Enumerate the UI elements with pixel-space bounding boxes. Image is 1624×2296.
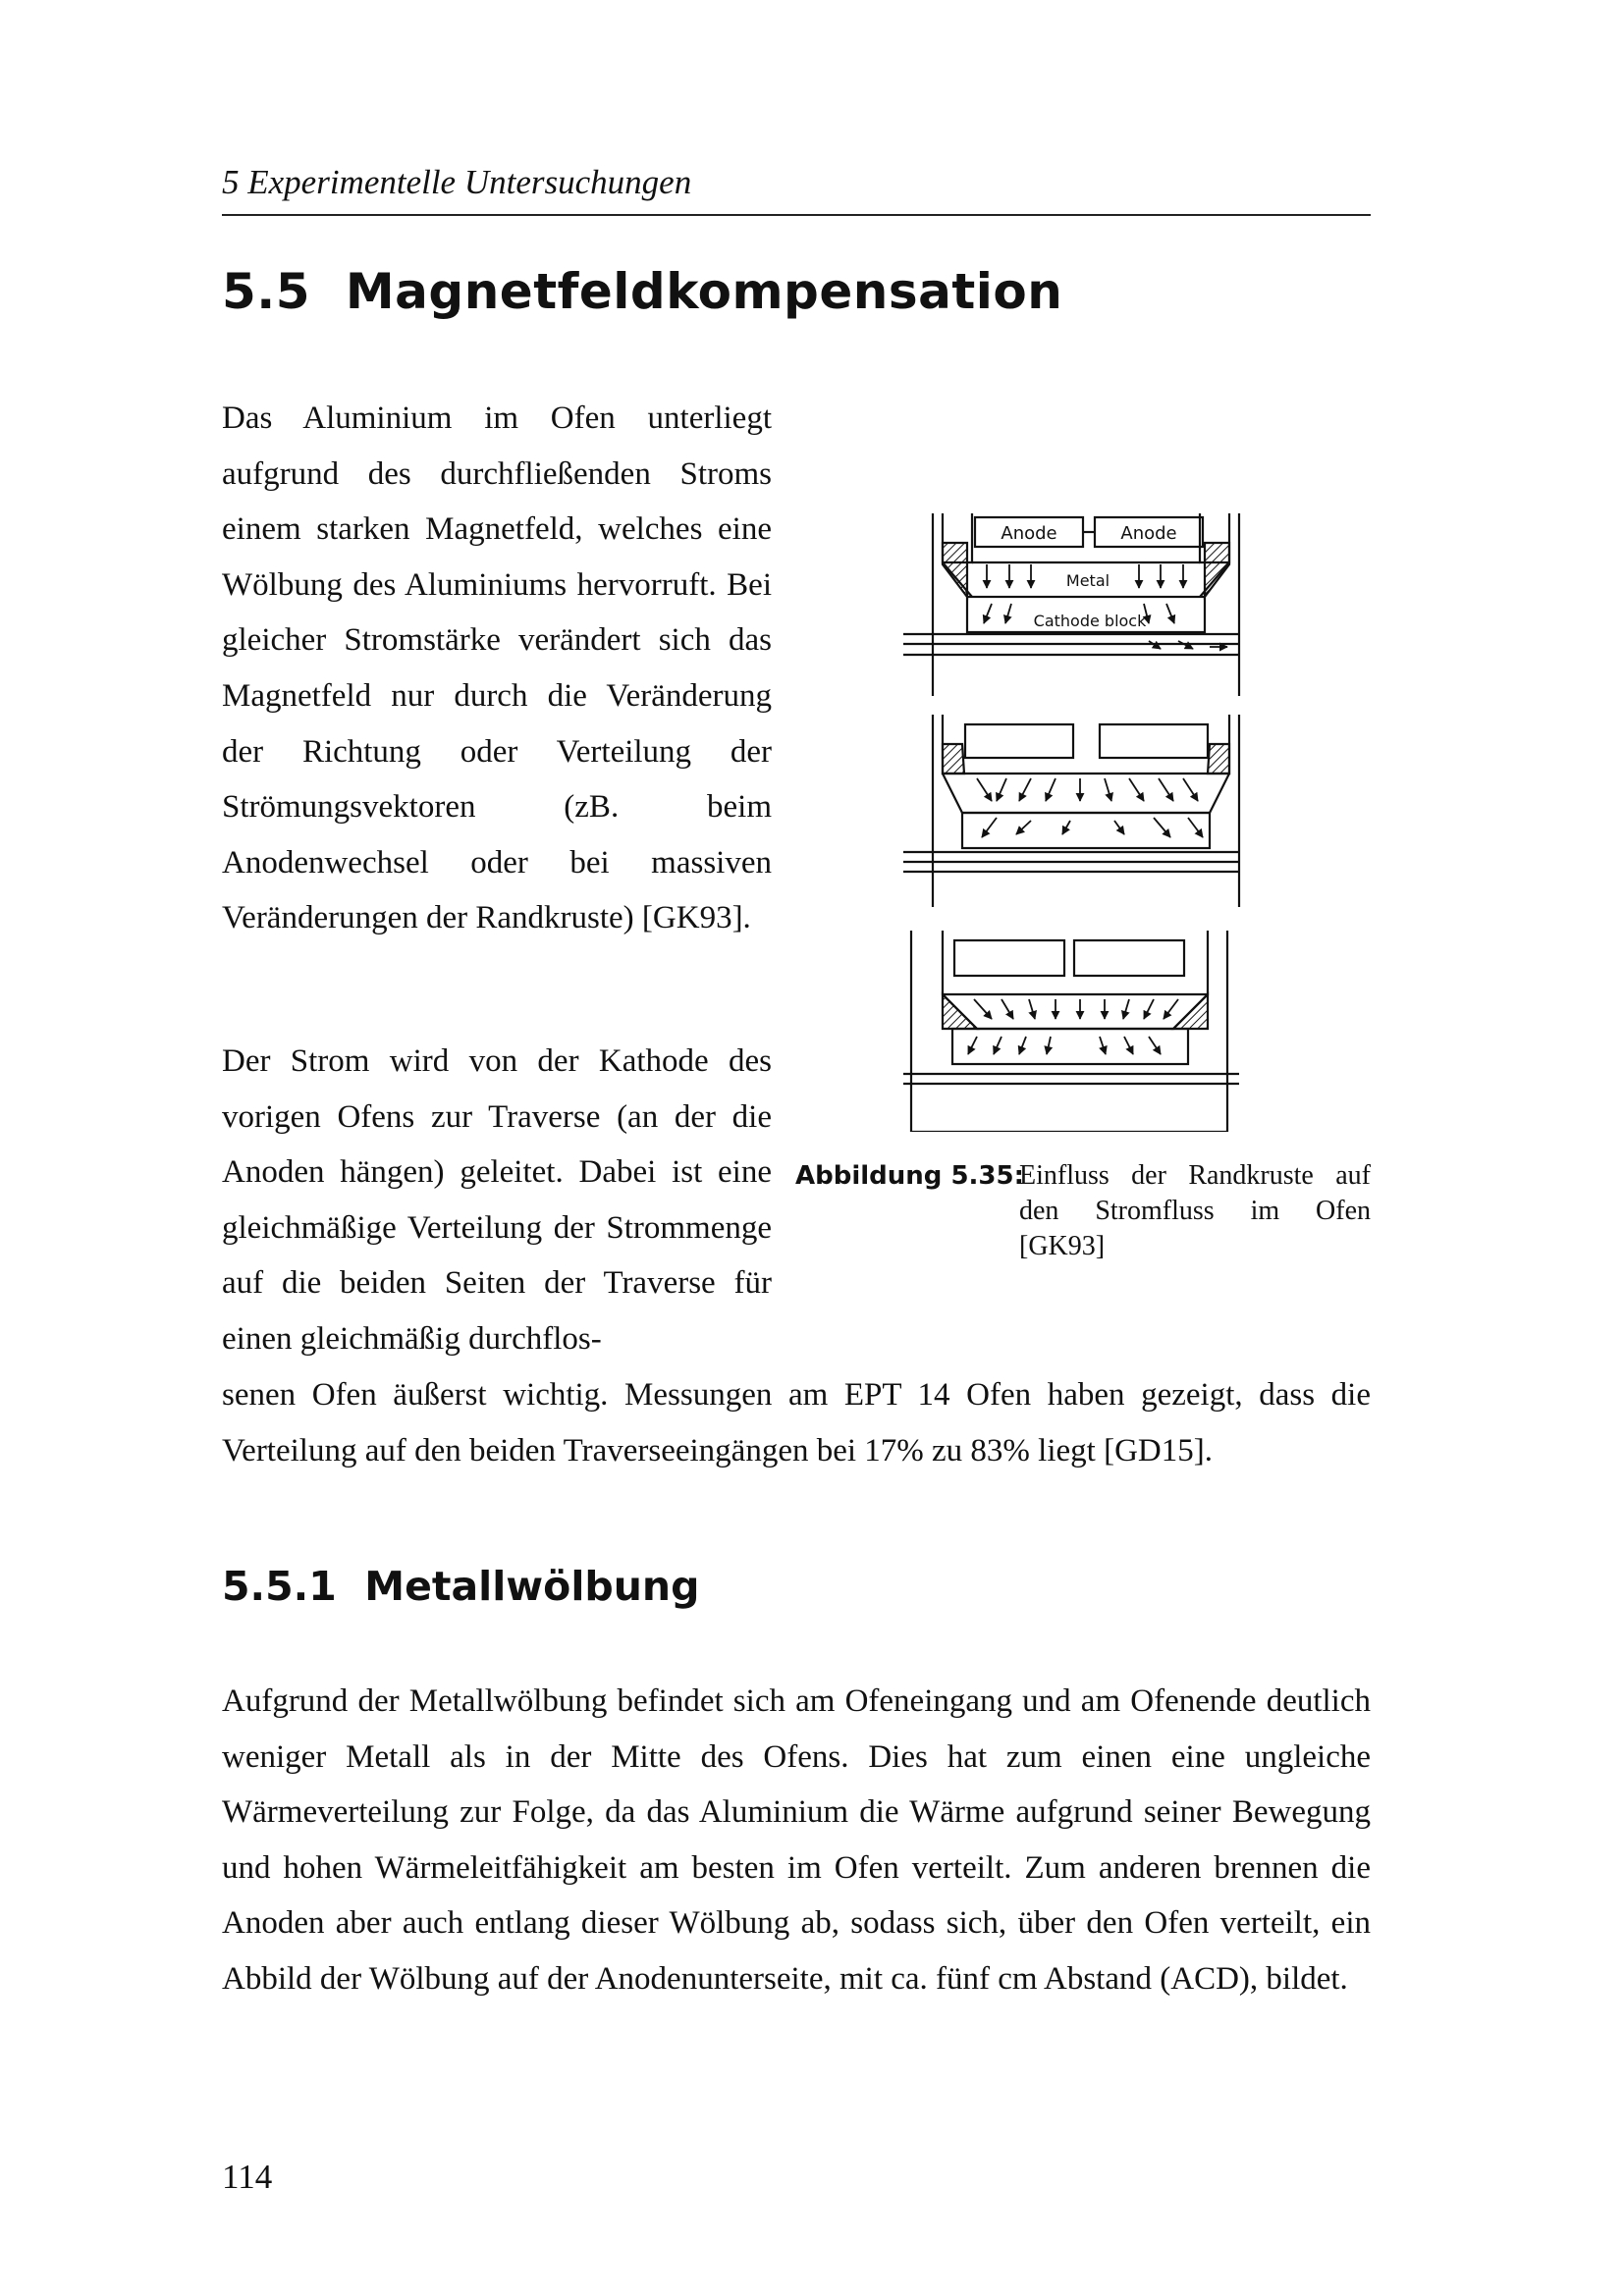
cell-diagram-normal xyxy=(903,513,1239,696)
caption-label: Abbildung 5.35: xyxy=(795,1161,1025,1191)
subsection-title: Metallwölbung xyxy=(364,1563,700,1610)
furnace-crust-figure xyxy=(903,504,1257,1132)
paragraph-metal-curvature: Aufgrund der Metallwölbung befindet sich am Ofeneingang und am Ofenende deutlich weniger Metall als in der Mitte des Ofens. Dies hat zum einen eine ungleiche Wärmeverteilung zur Folge, da das Aluminium die Wärme aufgrund seiner Bewegung und hohen Wärmeleitfähigkeit am besten im Ofen verteilt. Zum anderen brennen die Anoden aber auch entlang dieser Wölbung ab, sodass sich, über den Ofen verteilt, ein Abbild der Wölbung auf der Anodenunterseite, mit ca. fünf cm Abstand (ACD), bildet. xyxy=(222,1683,1371,1997)
header-rule xyxy=(222,214,1371,216)
paragraph-current-distribution: Der Strom wird von der Kathode des vorigen Ofens zur Traverse (an der die Anoden hängen) geleitet. Dabei ist eine gleichmäßige Verteilung der Strommenge auf die beiden Seiten der Traverse für einen gleichmäßig durchflos- xyxy=(222,1043,772,1357)
section-number: 5.5 xyxy=(222,263,311,320)
page-number: 114 xyxy=(222,2158,273,2196)
cell-diagram-thin-crust xyxy=(903,715,1239,907)
paragraph-current-distribution-continued: senen Ofen äußerst wichtig. Messungen am EPT 14 Ofen haben gezeigt, dass die Verteilung auf den beiden Traverseeingängen bei 17% zu 83% liegt [GD15]. xyxy=(222,1377,1371,1468)
running-head: 5 Experimentelle Untersuchungen xyxy=(222,163,692,201)
subsection-heading xyxy=(222,1563,699,1610)
anode-left-label: Anode xyxy=(1001,523,1057,544)
caption-text: Einfluss der Randkruste auf den Stromfluss im Ofen [GK93] xyxy=(1019,1160,1371,1261)
metal-label: Metal xyxy=(1065,571,1110,590)
anode-right-label: Anode xyxy=(1120,523,1177,544)
cell-diagram-thick-crust xyxy=(903,931,1239,1132)
section-heading xyxy=(222,263,1062,320)
cathode-label: Cathode block xyxy=(1033,612,1147,630)
paragraph-intro: Das Aluminium im Ofen unterliegt aufgrund des durchfließenden Stroms einem starken Magnetfeld, welches eine Wölbung des Aluminiums hervorruft. Bei gleicher Stromstärke verändert sich das Magnetfeld nur durch die Veränderung der Richtung oder Verteilung der Strömungsvektoren (zB. beim Anodenwechsel oder bei massiven Veränderungen der Randkruste) [GK93]. xyxy=(222,400,772,936)
subsection-number: 5.5.1 xyxy=(222,1563,337,1610)
section-title: Magnetfeldkompensation xyxy=(345,263,1063,320)
